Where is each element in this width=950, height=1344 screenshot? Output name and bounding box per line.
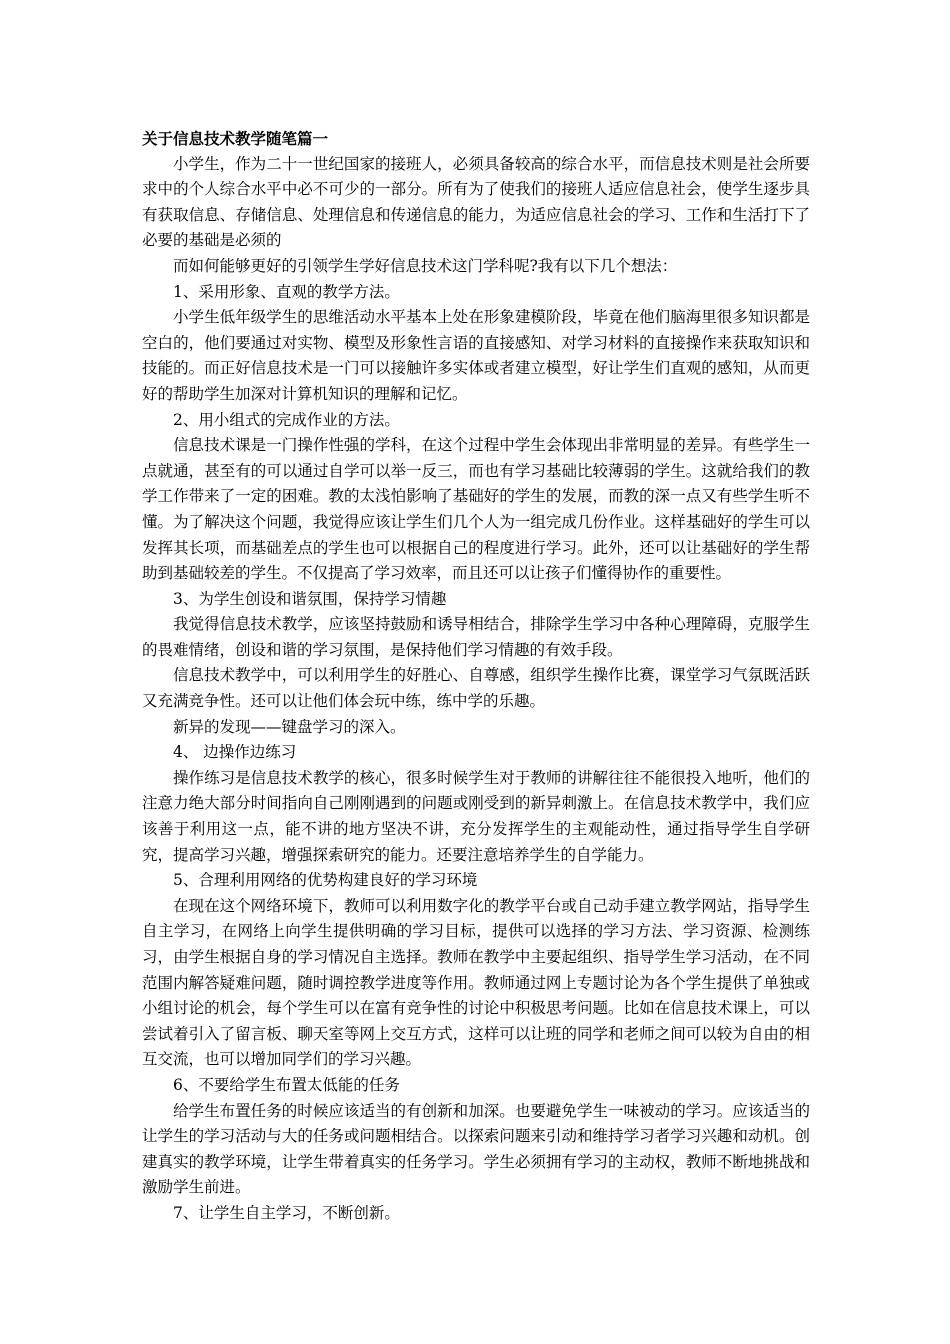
paragraph-section-2: 信息技术课是一门操作性强的学科，在这个过程中学生会体现出非常明显的差异。有些学生一点就通，甚至有的可以通过自学可以举一反三，而也有学习基础比较薄弱的学生。这就给我们的教学工作带来了一定的困难。教的太浅怕影响了基础好的学生的发展，而教的深一点又有些学生听不懂。为了解决这个问题，我觉得应该让学生们几个人为一组完成几份作业。这样基础好的学生可以发挥其长项，而基础差点的学生也可以根据自己的程度进行学习。此外，还可以让基础好的学生帮助到基础较差的学生。不仅提高了学习效率，而且还可以让孩子们懂得协作的重要性。 <box>142 436 810 583</box>
paragraph-section-6: 给学生布置任务的时候应该适当的有创新和加深。也要避免学生一味被动的学习。应该适当的让学生的学习活动与大的任务或问题相结合。以探索问题来引动和维持学习者学习兴趣和动机。创建真实的教学环境，让学生带着真实的任务学习。学生必须拥有学习的主动权，教师不断地挑战和激励学生前进。 <box>142 1101 810 1197</box>
paragraph-section-1: 小学生低年级学生的思维活动水平基本上处在形象建模阶段，毕竟在他们脑海里很多知识都是空白的，他们要通过对实物、模型及形象性言语的直接感知、对学习材料的直接操作来获取知识和技能的。而正好信息技术是一门可以接触许多实体或者建立模型，好让学生们直观的感知，从而更好的帮助学生加深对计算机知识的理解和记忆。 <box>142 308 810 403</box>
document-page <box>142 126 810 1227</box>
section-heading-3: 3、为学生创设和谐氛围，保持学习情趣 <box>173 589 447 608</box>
paragraph-section-3b: 信息技术教学中，可以利用学生的好胜心、自尊感，组织学生操作比赛，课堂学习气氛既活跃又充满竞争性。还可以让他们体会玩中练，练中学的乐趣。 <box>142 666 810 711</box>
paragraph-intro: 小学生，作为二十一世纪国家的接班人，必须具备较高的综合水平，而信息技术则是社会所要求中的个人综合水平中必不可少的一部分。所有为了使我们的接班人适应信息社会，使学生逐步具有获取信息、存储信息、处理信息和传递信息的能力，为适应信息社会的学习、工作和生活打下了必要的基础是必须的 <box>142 154 810 250</box>
paragraph-section-3a: 我觉得信息技术教学，应该坚持鼓励和诱导相结合，排除学生学习中各种心理障碍，克服学生的畏难情绪，创设和谐的学习氛围，是保持他们学习情趣的有效手段。 <box>142 615 810 659</box>
section-heading-1: 1、采用形象、直观的教学方法。 <box>173 282 400 301</box>
section-heading-5: 5、合理利用网络的优势构建良好的学习环境 <box>173 871 478 890</box>
section-heading-4: 4、 边操作边练习 <box>173 743 297 762</box>
section-heading-6: 6、不要给学生布置太低能的任务 <box>173 1075 400 1094</box>
paragraph-section-4: 操作练习是信息技术教学的核心，很多时候学生对于教师的讲解往往不能很投入地听，他们的注意力绝大部分时间指向自己刚刚遇到的问题或刚受到的新异刺激上。在信息技术教学中，我们应该善于利用这一点，能不讲的地方坚决不讲，充分发挥学生的主观能动性，通过指导学生自学研究，提高学习兴趣，增强探索研究的能力。还要注意培养学生的自学能力。 <box>142 768 810 864</box>
paragraph-section-5: 在现在这个网络环境下，教师可以利用数字化的教学平台或自己动手建立教学网站，指导学生自主学习，在网络上向学生提供明确的学习目标，提供可以选择的学习方法、学习资源、检测练习，由学生根据自身的学习情况自主选择。教师在教学中主要起组织、指导学生学习活动，在不同范围内解答疑难问题，随时调控教学进度等作用。教师通过网上专题讨论为各个学生提供了单独或小组讨论的机会，每个学生可以在富有竞争性的讨论中积极思考问题。比如在信息技术课上，可以尝试着引入了留言板、聊天室等网上交互方式，这样可以让班的同学和老师之间可以较为自由的相互交流，也可以增加同学们的学习兴趣。 <box>142 896 810 1069</box>
section-heading-2: 2、用小组式的完成作业的方法。 <box>173 410 400 429</box>
paragraph-question: 而如何能够更好的引领学生学好信息技术这门学科呢?我有以下几个想法： <box>173 256 678 275</box>
section-heading-7: 7、让学生自主学习，不断创新。 <box>173 1203 400 1222</box>
document-title: 关于信息技术教学随笔篇一 <box>142 129 329 148</box>
paragraph-section-3c: 新异的发现——键盘学习的深入。 <box>173 717 406 736</box>
